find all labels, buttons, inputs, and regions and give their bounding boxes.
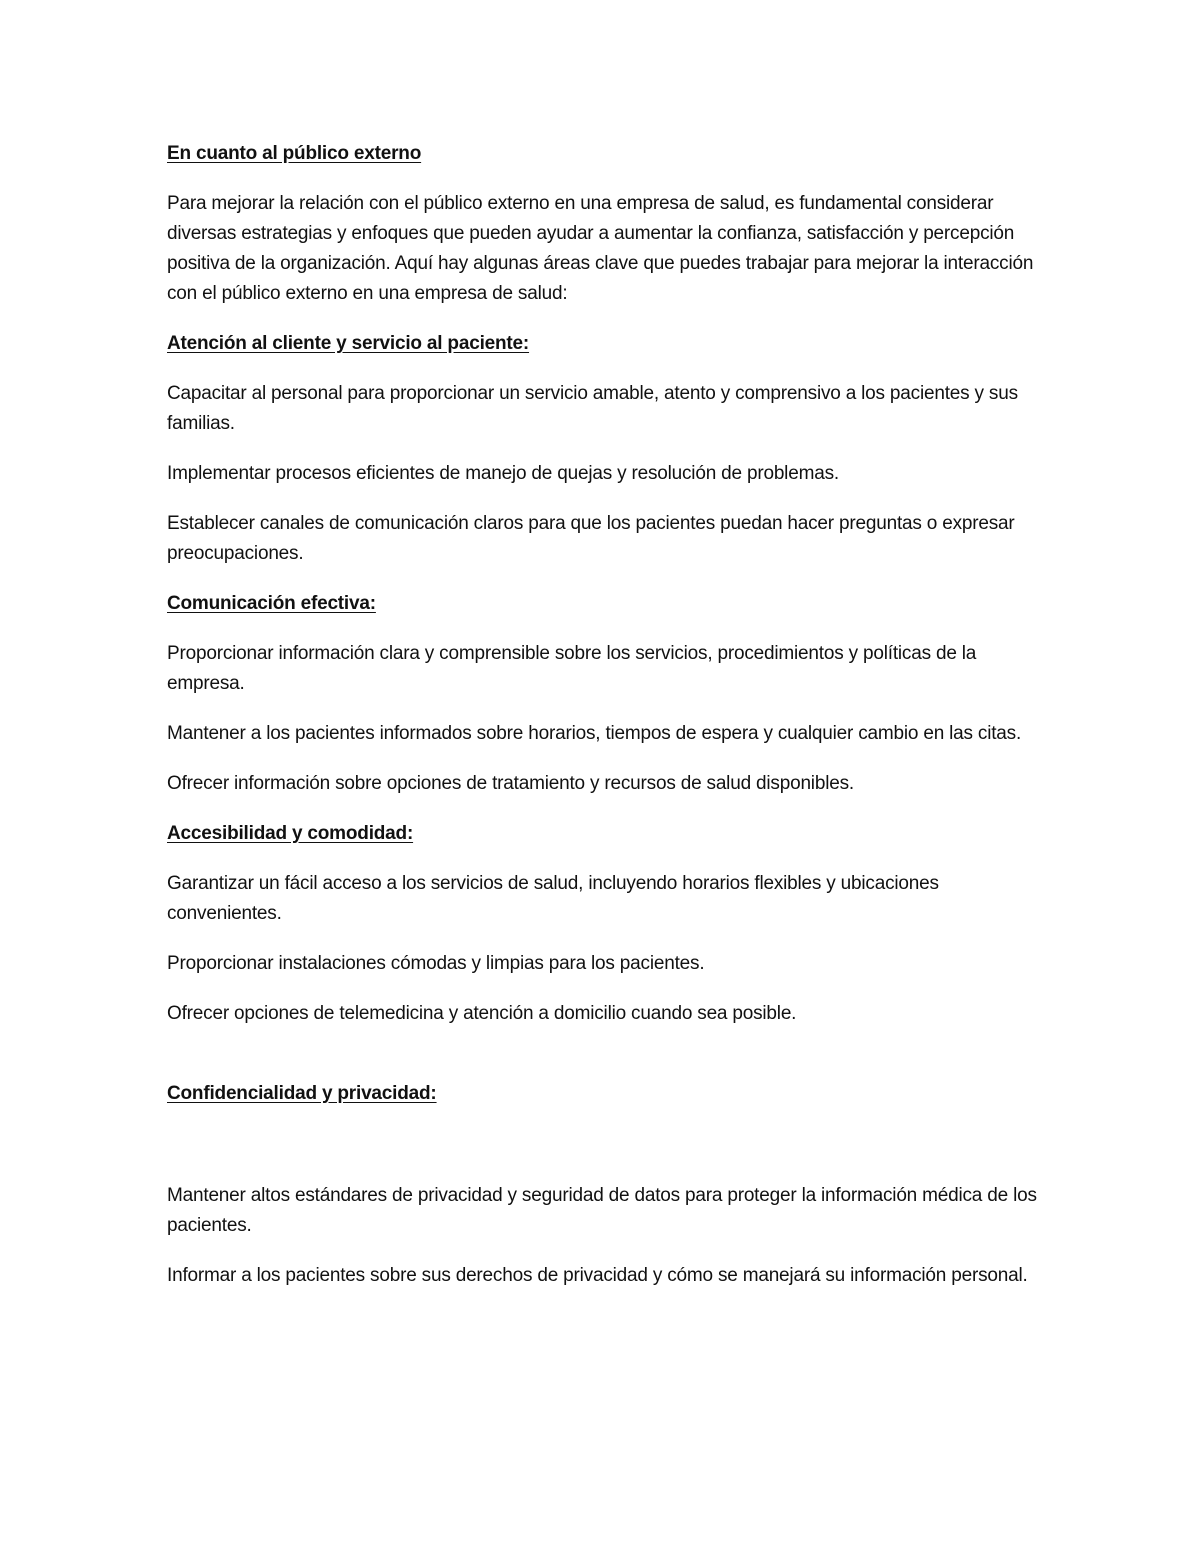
section-paragraph: Garantizar un fácil acceso a los servicios de salud, incluyendo horarios flexibles y ubicaciones convenientes. xyxy=(167,873,939,924)
section-heading-comunicacion: Comunicación efectiva: xyxy=(167,593,376,614)
document-body xyxy=(167,139,1047,1311)
section-paragraph: Mantener altos estándares de privacidad y seguridad de datos para proteger la información médica de los pacientes. xyxy=(167,1185,1037,1236)
section-paragraph: Ofrecer opciones de telemedicina y atención a domicilio cuando sea posible. xyxy=(167,1003,797,1024)
section-paragraph: Ofrecer información sobre opciones de tratamiento y recursos de salud disponibles. xyxy=(167,773,854,794)
section-paragraph: Mantener a los pacientes informados sobre horarios, tiempos de espera y cualquier cambio en las citas. xyxy=(167,723,1022,744)
section-paragraph: Proporcionar información clara y comprensible sobre los servicios, procedimientos y políticas de la empresa. xyxy=(167,643,977,694)
intro-paragraph: Para mejorar la relación con el público externo en una empresa de salud, es fundamental considerar diversas estrategias y enfoques que pueden ayudar a aumentar la confianza, satisfacción y percepción positiva de la organización. Aquí hay algunas áreas clave que puedes trabajar para mejorar la interacción con el público externo en una empresa de salud: xyxy=(167,193,1034,304)
section-heading-atencion: Atención al cliente y servicio al paciente: xyxy=(167,333,530,354)
section-heading-confidencialidad: Confidencialidad y privacidad: xyxy=(167,1083,437,1104)
section-paragraph: Establecer canales de comunicación claros para que los pacientes puedan hacer preguntas o expresar preocupaciones. xyxy=(167,513,1015,564)
section-paragraph: Capacitar al personal para proporcionar un servicio amable, atento y comprensivo a los pacientes y sus familias. xyxy=(167,383,1018,434)
document-title: En cuanto al público externo xyxy=(167,143,422,164)
section-paragraph: Implementar procesos eficientes de manejo de quejas y resolución de problemas. xyxy=(167,463,839,484)
section-heading-accesibilidad: Accesibilidad y comodidad: xyxy=(167,823,414,844)
section-paragraph: Informar a los pacientes sobre sus derechos de privacidad y cómo se manejará su información personal. xyxy=(167,1265,1028,1286)
section-paragraph: Proporcionar instalaciones cómodas y limpias para los pacientes. xyxy=(167,953,705,974)
